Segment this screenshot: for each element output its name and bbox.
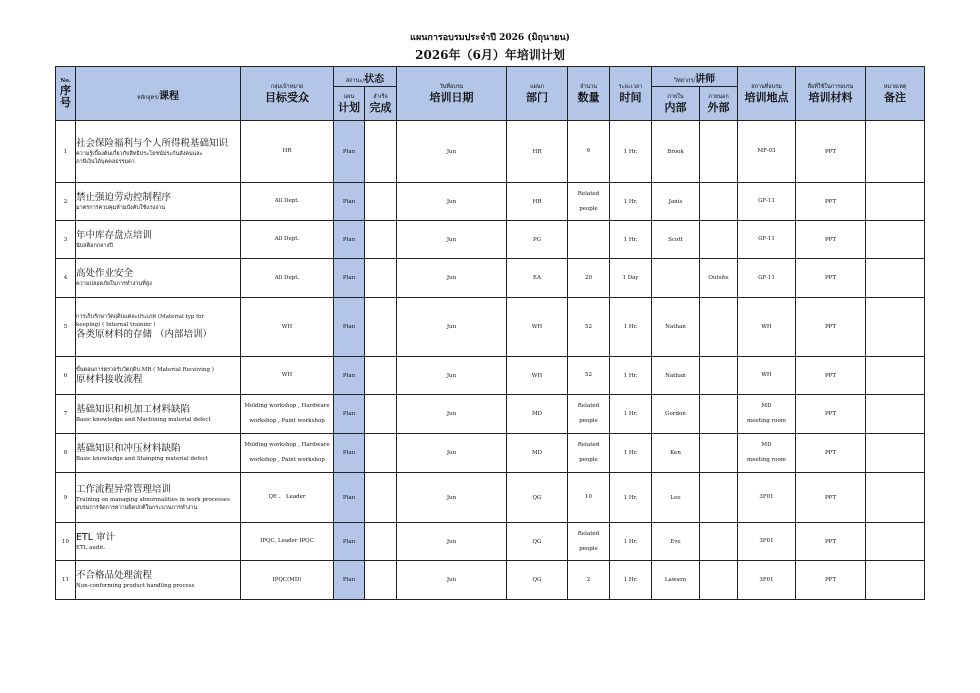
training-material: PPT	[796, 121, 866, 183]
internal-lecturer: Brook	[652, 121, 700, 183]
course-name: 社会保险福利与个人所得税基础知识 ความรู้เบื้องต้นเกี่ยวกับสิทธิประโยชน์ประกันสังคมและ ภาษีเงินได้บุคคลธรรมดา	[76, 121, 241, 183]
remark	[866, 121, 925, 183]
quantity: 10	[568, 473, 610, 523]
training-date: Jun	[397, 434, 507, 473]
training-location: GF-11	[738, 221, 796, 259]
header-no: No. 序号	[56, 67, 76, 121]
training-location: 3F01	[738, 523, 796, 561]
remark	[866, 357, 925, 395]
table-row	[56, 473, 925, 523]
status-plan: Plan	[334, 357, 365, 395]
course-name: 年中库存盘点培训 นับสต็อกกลางปี	[76, 221, 241, 259]
status-done	[365, 473, 397, 523]
course-name: 禁止强迫劳动控制程序 มาตรการควบคุมห้ามบังคับใช้แรงงาน	[76, 183, 241, 221]
quantity: 6	[568, 121, 610, 183]
training-location: WH	[738, 298, 796, 357]
header-plan: แผน 计划	[334, 87, 365, 121]
row-number: 9	[56, 473, 76, 523]
internal-lecturer: Ken	[652, 434, 700, 473]
training-date: Jun	[397, 357, 507, 395]
internal-lecturer	[652, 259, 700, 298]
target-audience: All Dept.	[241, 259, 334, 298]
training-rows	[56, 121, 925, 600]
document-title-chinese: 2026年（6月）年培训计划	[415, 48, 565, 62]
quantity: 2	[568, 561, 610, 600]
course-name: การเก็บรักษาวัตถุดิบแต่ละประเภท (Material typ for keeping) ( Internal traininr ) 各类原材料的存储 （内部培训）	[76, 298, 241, 357]
department: EA	[507, 259, 568, 298]
status-done	[365, 298, 397, 357]
target-audience: All Dept.	[241, 183, 334, 221]
row-number: 6	[56, 357, 76, 395]
training-date: Jun	[397, 259, 507, 298]
target-audience: Molding workshop , Hardware workshop , Paint workshop	[241, 395, 334, 434]
status-done	[365, 523, 397, 561]
department: QG	[507, 561, 568, 600]
external-lecturer	[700, 523, 738, 561]
department: PG	[507, 221, 568, 259]
training-location: GF-11	[738, 259, 796, 298]
remark	[866, 221, 925, 259]
department: QG	[507, 523, 568, 561]
table-row	[56, 121, 925, 183]
table-row	[56, 259, 925, 298]
status-plan: Plan	[334, 561, 365, 600]
department: MD	[507, 395, 568, 434]
header-time: ระยะเวลา 时间	[610, 67, 652, 121]
internal-lecturer: Eve	[652, 523, 700, 561]
status-done	[365, 561, 397, 600]
training-date: Jun	[397, 121, 507, 183]
remark	[866, 561, 925, 600]
duration: 1 Hr.	[610, 298, 652, 357]
quantity: 20	[568, 259, 610, 298]
row-number: 3	[56, 221, 76, 259]
quantity: Related people	[568, 395, 610, 434]
quantity: 52	[568, 298, 610, 357]
remark	[866, 473, 925, 523]
external-lecturer	[700, 221, 738, 259]
external-lecturer	[700, 561, 738, 600]
internal-lecturer: Nathan	[652, 357, 700, 395]
status-done	[365, 183, 397, 221]
table-row	[56, 357, 925, 395]
document-title-thai: แผนการอบรมประจำปี 2026 (มิถุนายน)	[410, 33, 570, 43]
table-row	[56, 395, 925, 434]
header-lecturer: วิทยากร/讲师	[652, 67, 738, 87]
duration: 1 Hr.	[610, 221, 652, 259]
course-name: 基础知识和冲压材料缺陷 Basic knowledge and Stamping material defect	[76, 434, 241, 473]
training-date: Jun	[397, 298, 507, 357]
training-location: 3F01	[738, 561, 796, 600]
header-location: สถานที่อบรม 培训地点	[738, 67, 796, 121]
header-target: กลุ่มเป้าหมาย 目标受众	[241, 67, 334, 121]
remark	[866, 395, 925, 434]
external-lecturer	[700, 357, 738, 395]
table-row	[56, 298, 925, 357]
training-date: Jun	[397, 561, 507, 600]
header-remark: หมายเหตุ 备注	[866, 67, 925, 121]
header-date: วันที่อบรม 培训日期	[397, 67, 507, 121]
course-name: ETL 审计 ETL audit.	[76, 523, 241, 561]
duration: 1 Hr.	[610, 523, 652, 561]
row-number: 1	[56, 121, 76, 183]
status-plan: Plan	[334, 473, 365, 523]
external-lecturer	[700, 434, 738, 473]
department: HR	[507, 121, 568, 183]
duration: 1 Hr.	[610, 561, 652, 600]
training-material: PPT	[796, 395, 866, 434]
target-audience: QE 、 Leader	[241, 473, 334, 523]
header-qty: จำนวน 数量	[568, 67, 610, 121]
training-location: MF-03	[738, 121, 796, 183]
department: WH	[507, 298, 568, 357]
remark	[866, 259, 925, 298]
department: WH	[507, 357, 568, 395]
header-course: หลักสูตร/课程	[76, 67, 241, 121]
training-material: PPT	[796, 561, 866, 600]
table-row	[56, 221, 925, 259]
table-row	[56, 183, 925, 221]
target-audience: IPQC, Leader IPQC	[241, 523, 334, 561]
quantity: Related people	[568, 434, 610, 473]
row-number: 7	[56, 395, 76, 434]
duration: 1 Day	[610, 259, 652, 298]
row-number: 5	[56, 298, 76, 357]
training-date: Jun	[397, 221, 507, 259]
remark	[866, 523, 925, 561]
header-dept: แผนก 部门	[507, 67, 568, 121]
target-audience: All Dept.	[241, 221, 334, 259]
remark	[866, 183, 925, 221]
status-done	[365, 395, 397, 434]
table-row	[56, 434, 925, 473]
training-material: PPT	[796, 473, 866, 523]
row-number: 4	[56, 259, 76, 298]
header-done: สำเร็จ 完成	[365, 87, 397, 121]
training-plan-table	[55, 66, 925, 600]
internal-lecturer: Gordon	[652, 395, 700, 434]
internal-lecturer: Lawson	[652, 561, 700, 600]
status-plan: Plan	[334, 298, 365, 357]
external-lecturer: Outsite	[700, 259, 738, 298]
internal-lecturer: Leo	[652, 473, 700, 523]
external-lecturer	[700, 473, 738, 523]
training-material: PPT	[796, 357, 866, 395]
row-number: 11	[56, 561, 76, 600]
quantity	[568, 221, 610, 259]
header-external: ภายนอก 外部	[700, 87, 738, 121]
internal-lecturer: Nathan	[652, 298, 700, 357]
status-done	[365, 357, 397, 395]
status-plan: Plan	[334, 121, 365, 183]
status-done	[365, 259, 397, 298]
training-location: 3F01	[738, 473, 796, 523]
external-lecturer	[700, 395, 738, 434]
status-plan: Plan	[334, 523, 365, 561]
remark	[866, 298, 925, 357]
training-location: MD meeting room	[738, 434, 796, 473]
status-done	[365, 434, 397, 473]
course-name: 工作流程异常管理培训 Training on managing abnormalities in work processes อบรมการจัดการความผิดปกติในกระบวนการทำงาน	[76, 473, 241, 523]
duration: 1 Hr.	[610, 121, 652, 183]
status-done	[365, 121, 397, 183]
target-audience: WH	[241, 357, 334, 395]
table-row	[56, 523, 925, 561]
training-date: Jun	[397, 395, 507, 434]
training-date: Jun	[397, 523, 507, 561]
internal-lecturer: Janis	[652, 183, 700, 221]
target-audience: WH	[241, 298, 334, 357]
training-date: Jun	[397, 183, 507, 221]
table-row	[56, 561, 925, 600]
status-plan: Plan	[334, 395, 365, 434]
training-material: PPT	[796, 221, 866, 259]
external-lecturer	[700, 183, 738, 221]
target-audience: IPQC(MD)	[241, 561, 334, 600]
internal-lecturer: Scott	[652, 221, 700, 259]
status-plan: Plan	[334, 183, 365, 221]
duration: 1 Hr.	[610, 434, 652, 473]
department: HR	[507, 183, 568, 221]
status-plan: Plan	[334, 434, 365, 473]
status-done	[365, 221, 397, 259]
status-plan: Plan	[334, 259, 365, 298]
quantity: Related people	[568, 523, 610, 561]
training-material: PPT	[796, 183, 866, 221]
training-material: PPT	[796, 298, 866, 357]
department: MD	[507, 434, 568, 473]
header-status: สถานะ/状态	[334, 67, 397, 87]
training-location: MD meeting room	[738, 395, 796, 434]
status-plan: Plan	[334, 221, 365, 259]
duration: 1 Hr.	[610, 183, 652, 221]
training-location: WH	[738, 357, 796, 395]
quantity: Related people	[568, 183, 610, 221]
course-name: 不合格品处理流程 Non-conforming product handling process	[76, 561, 241, 600]
training-material: PPT	[796, 523, 866, 561]
external-lecturer	[700, 298, 738, 357]
training-material: PPT	[796, 434, 866, 473]
department: QG	[507, 473, 568, 523]
row-number: 2	[56, 183, 76, 221]
duration: 1 Hr.	[610, 473, 652, 523]
target-audience: HR	[241, 121, 334, 183]
duration: 1 Hr.	[610, 357, 652, 395]
header-material: สื่อที่ใช้ในการอบรม 培训材料	[796, 67, 866, 121]
course-name: ขั้นตอนการตรวจรับวัตถุดิบ MR ( Material Receiving ) 原材料接收流程	[76, 357, 241, 395]
target-audience: Molding workshop , Hardware workshop , Paint workshop	[241, 434, 334, 473]
remark	[866, 434, 925, 473]
header-internal: ภายใน 内部	[652, 87, 700, 121]
training-material: PPT	[796, 259, 866, 298]
header-row-top	[56, 67, 925, 87]
training-date: Jun	[397, 473, 507, 523]
external-lecturer	[700, 121, 738, 183]
quantity: 52	[568, 357, 610, 395]
training-location: GF-11	[738, 183, 796, 221]
row-number: 10	[56, 523, 76, 561]
row-number: 8	[56, 434, 76, 473]
duration: 1 Hr.	[610, 395, 652, 434]
course-name: 基础知识和机加工材料缺陷 Basic knowledge and Machining material defect	[76, 395, 241, 434]
course-name: 高处作业安全 ความปลอดภัยในการทำงานที่สูง	[76, 259, 241, 298]
